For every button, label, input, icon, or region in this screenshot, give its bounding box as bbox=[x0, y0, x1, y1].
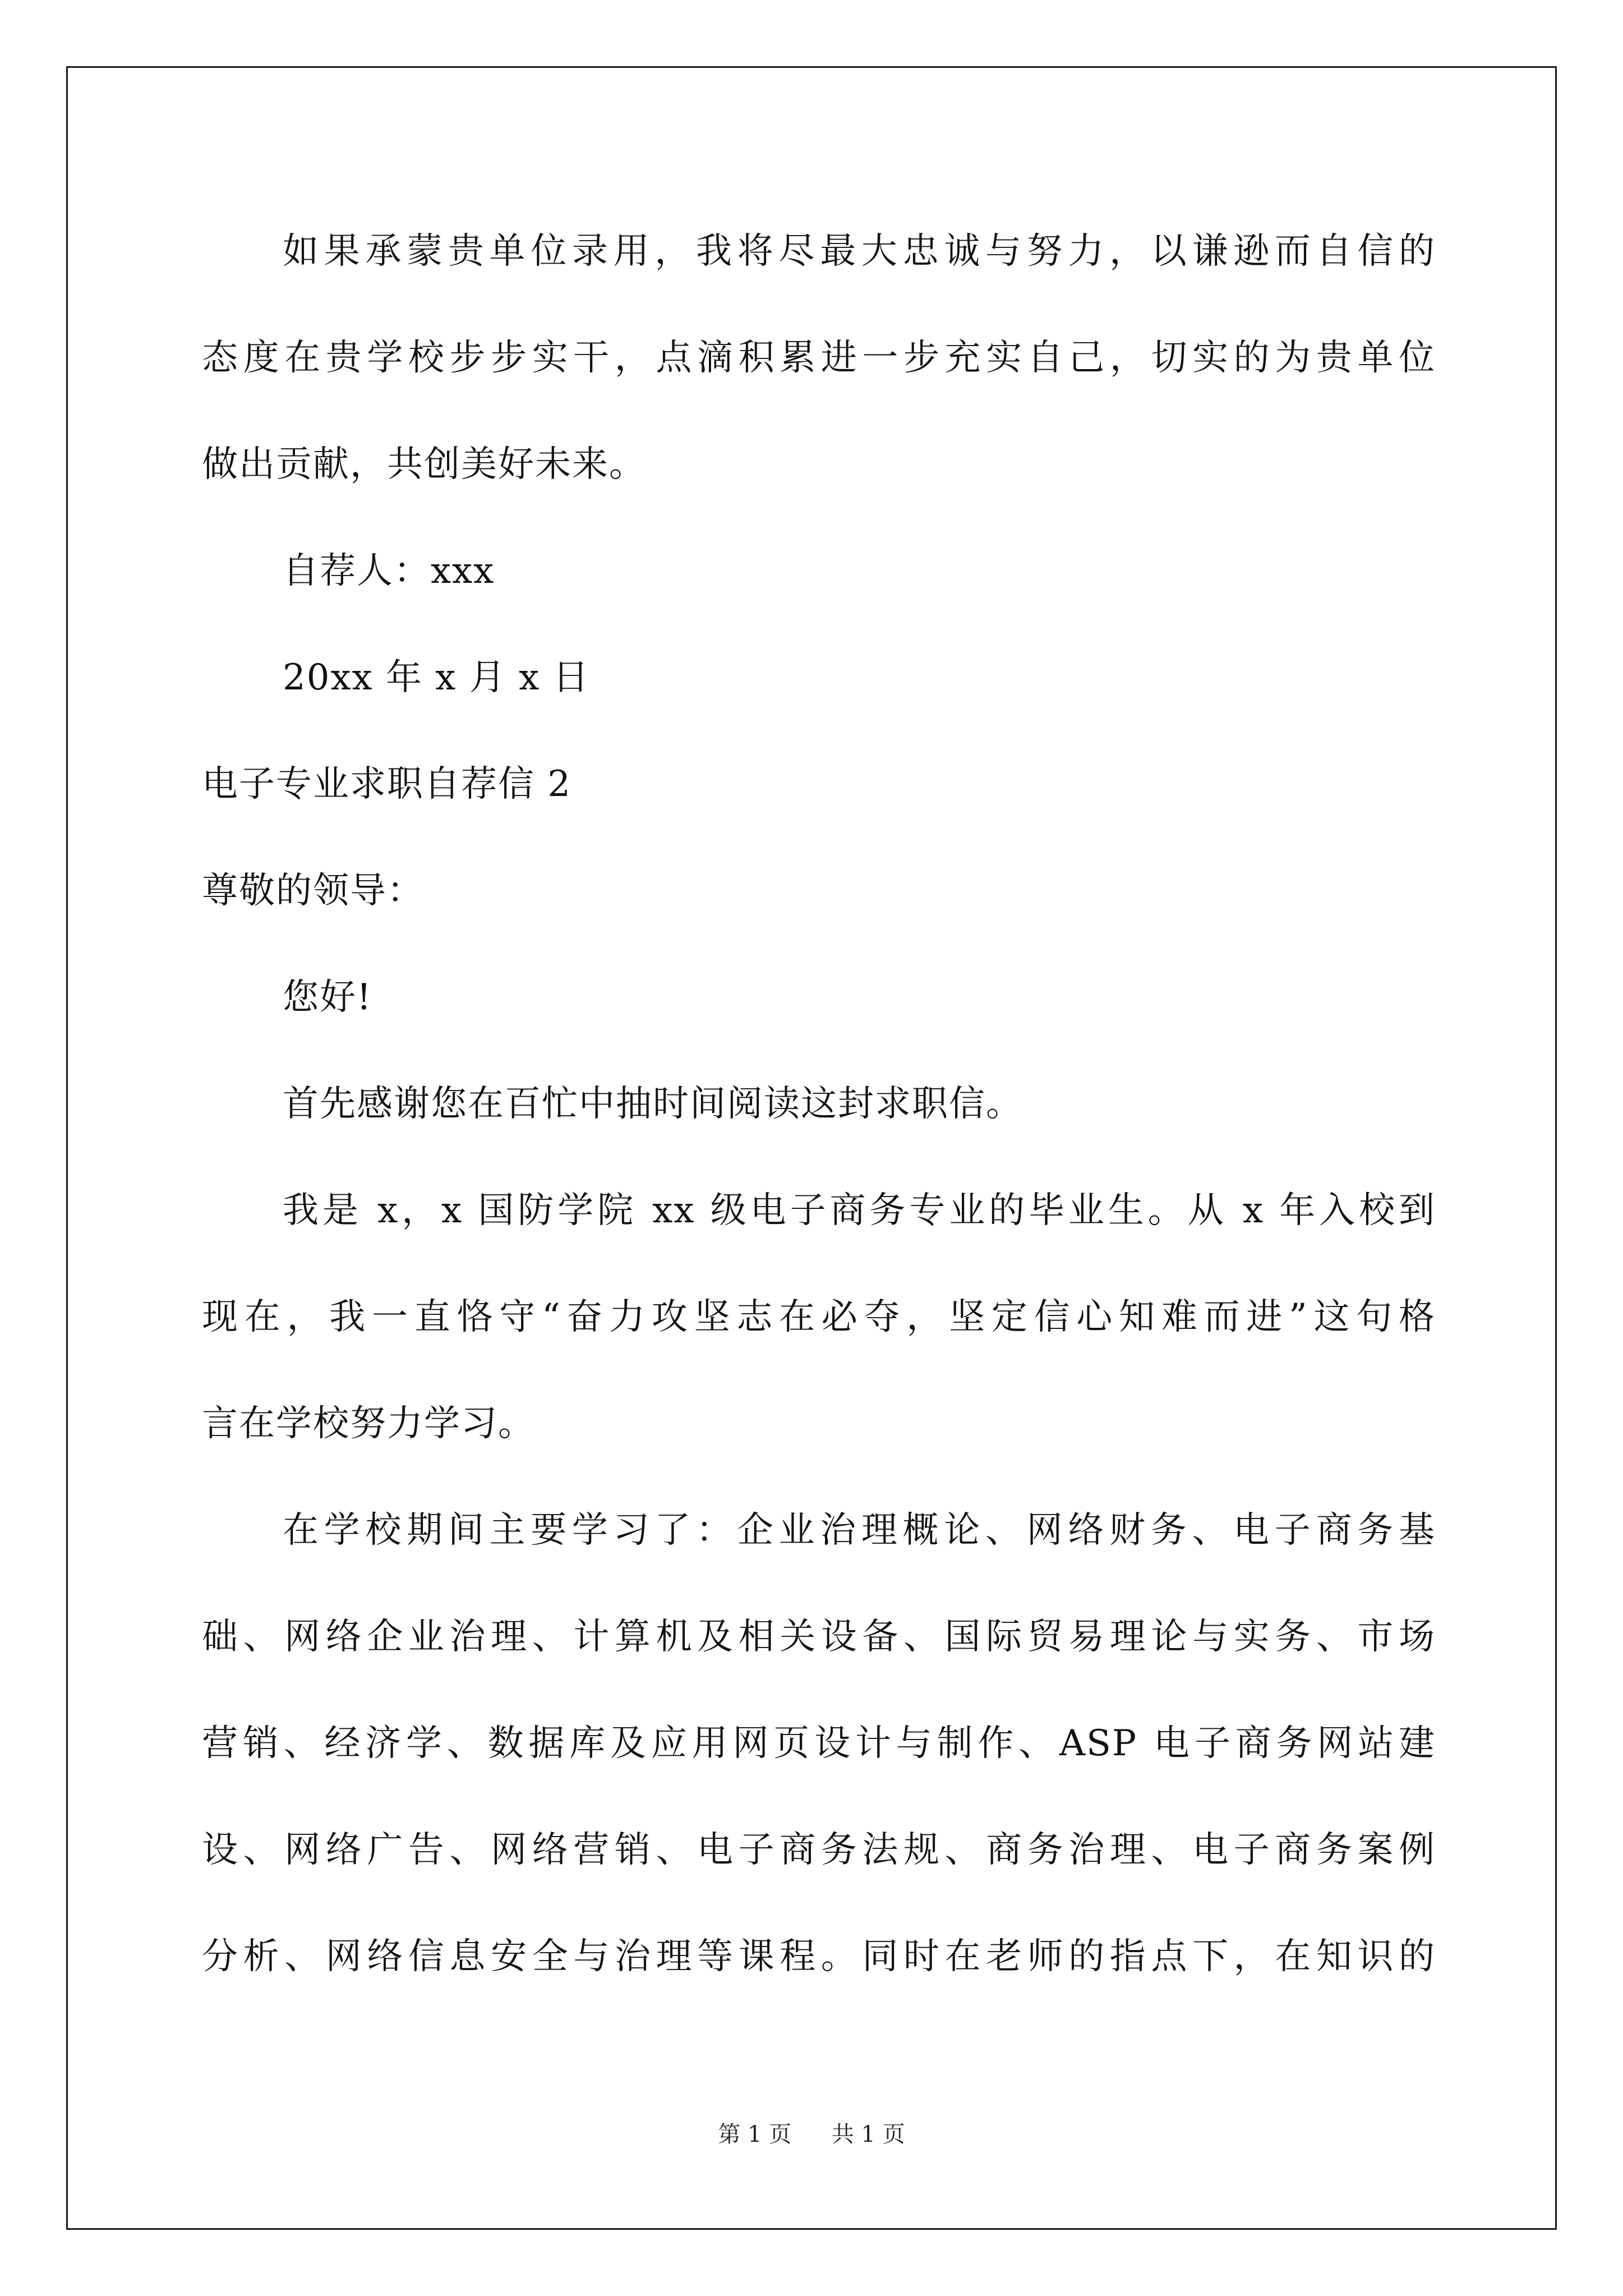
date-line: 20xx 年 x 月 x 日 bbox=[283, 657, 590, 698]
paragraph-line: 态度在贵学校步步实干，点滴积累进一步充实自己，切实的为贵单位 bbox=[202, 337, 1436, 379]
page-border bbox=[66, 66, 1557, 2230]
paragraph-line: 营销、经济学、数据库及应用网页设计与制作、ASP 电子商务网站建 bbox=[202, 1723, 1436, 1764]
paragraph-line: 做出贡献，共创美好未来。 bbox=[202, 444, 646, 485]
greeting: 您好! bbox=[283, 977, 372, 1018]
section-title: 电子专业求职自荐信 2 bbox=[202, 763, 572, 805]
page-total: 共 1 页 bbox=[831, 2122, 905, 2147]
paragraph-line: 如果承蒙贵单位录用，我将尽最大忠诚与努力，以谦逊而自信的 bbox=[283, 231, 1436, 272]
paragraph-line: 分析、网络信息安全与治理等课程。同时在老师的指点下，在知识的 bbox=[202, 1936, 1436, 1977]
paragraph-line: 我是 x，x 国防学院 xx 级电子商务专业的毕业生。从 x 年入校到 bbox=[283, 1190, 1436, 1231]
paragraph-line: 现在，我一直恪守“奋力攻坚志在必夺，坚定信心知难而进”这句格 bbox=[202, 1296, 1436, 1338]
page-number: 第 1 页 bbox=[718, 2122, 792, 2147]
paragraph-line: 设、网络广告、网络营销、电子商务法规、商务治理、电子商务案例 bbox=[202, 1829, 1436, 1871]
paragraph-line: 础、网络企业治理、计算机及相关设备、国际贸易理论与实务、市场 bbox=[202, 1616, 1436, 1658]
paragraph-line: 言在学校努力学习。 bbox=[202, 1403, 535, 1444]
salutation: 尊敬的领导： bbox=[202, 870, 424, 912]
paragraph-line: 首先感谢您在百忙中抽时间阅读这封求职信。 bbox=[283, 1083, 1023, 1125]
paragraph-line: 在学校期间主要学习了：企业治理概论、网络财务、电子商务基 bbox=[283, 1510, 1436, 1551]
page-footer bbox=[0, 2120, 1623, 2148]
signature-line: 自荐人：xxx bbox=[283, 550, 495, 592]
